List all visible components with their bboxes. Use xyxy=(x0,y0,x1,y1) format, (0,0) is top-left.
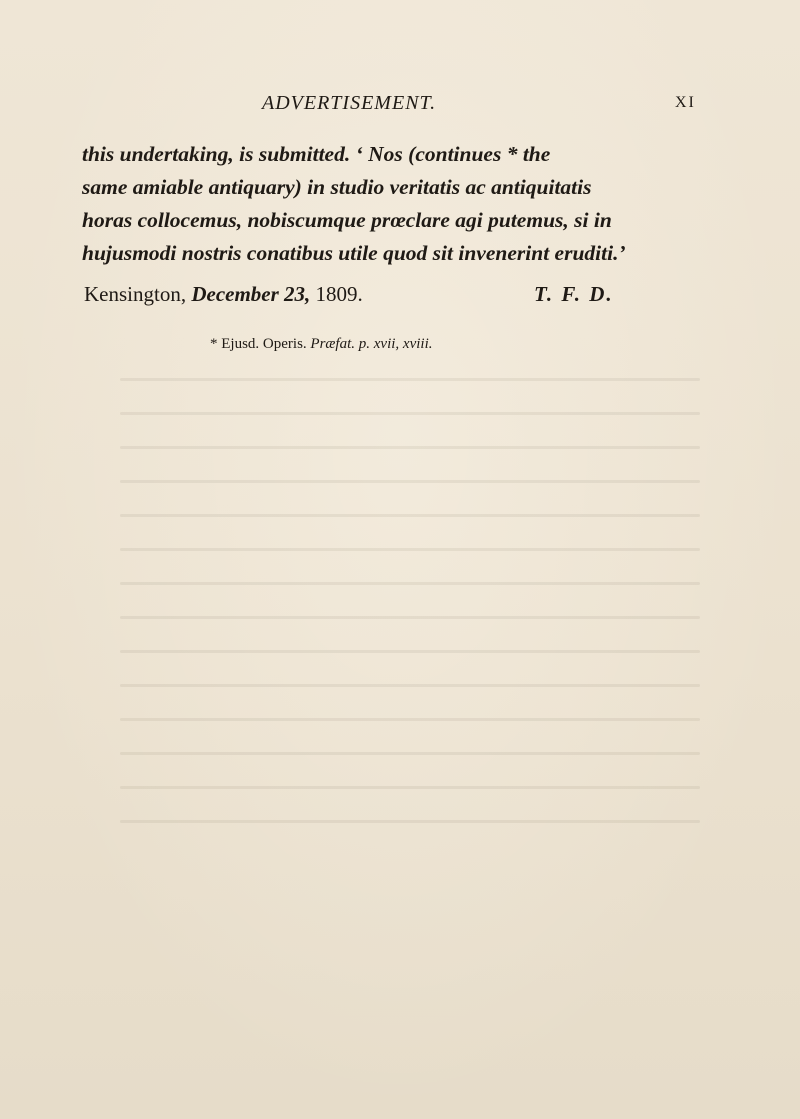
bleed-through-line xyxy=(120,616,700,619)
body-line: horas collocemus, nobiscumque prœclare agi putemus, si in xyxy=(82,208,612,232)
bleed-through-line xyxy=(120,446,700,449)
footnote-title: Præfat. p. xvii, xviii. xyxy=(310,336,433,352)
bleed-through-line xyxy=(120,650,700,653)
signature-line xyxy=(84,282,724,312)
body-line: same amiable antiquary) in studio veritatis ac antiquitatis xyxy=(82,175,592,199)
bleed-through-line xyxy=(120,582,700,585)
footnote xyxy=(210,336,432,353)
page-header xyxy=(0,92,800,122)
bleed-through-line xyxy=(120,514,700,517)
bleed-through-line xyxy=(120,548,700,551)
bleed-through-line xyxy=(120,684,700,687)
body-line: hujusmodi nostris conatibus utile quod sit invenerint eruditi.’ xyxy=(82,241,626,265)
signature-place: Kensington, xyxy=(84,282,192,306)
bleed-through-line xyxy=(120,786,700,789)
signature-place-date xyxy=(84,282,363,307)
signature-date: December 23, xyxy=(191,282,311,306)
page-number: XI xyxy=(675,94,696,111)
signature-year: 1809. xyxy=(310,282,363,306)
body-paragraph xyxy=(82,138,722,270)
bleed-through-line xyxy=(120,412,700,415)
body-line: this undertaking, is submitted. ‘ Nos (continues * the xyxy=(82,142,551,166)
running-title: ADVERTISEMENT. xyxy=(262,92,437,114)
bleed-through-line xyxy=(120,752,700,755)
bleed-through-line xyxy=(120,480,700,483)
footnote-prefix: * Ejusd. Operis. xyxy=(210,336,311,352)
bleed-through-line xyxy=(120,378,700,381)
bleed-through-line xyxy=(120,718,700,721)
signature-initials: T. F. D. xyxy=(534,282,614,306)
bleed-through-line xyxy=(120,820,700,823)
